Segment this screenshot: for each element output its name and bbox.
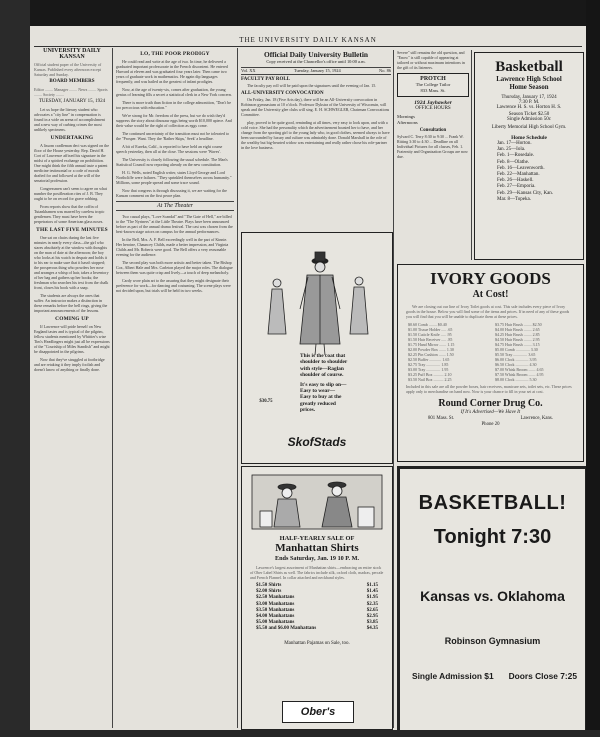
price-item: $2.00 Shirts <box>256 589 282 595</box>
manhattan-l2: Manhattan Shirts <box>275 542 359 554</box>
overcoat-illustration-icon <box>242 239 392 359</box>
last-five-minutes-heading: THE LAST FIVE MINUTES <box>36 227 108 233</box>
university-bulletin: Official Daily University Bulletin Copy received at the Chancellor's office until 10:00 a.m. Vol. XX Tuesday, January 15, 1924 No. 86 FACULTY PAY ROLL The faculty pay roll will be paid upon the signatures until the evening of Jan. 15. ALL-UNIVERSITY CONVOCATION On Friday, Jan. 18 (Five Arts day), there will be an All-University convocation in Robinson gymnasium at 10 o'clock. Professor Dykstra of the University of Wisconsin, will speak and the University glee clubs will sing. E. H. SCHWEGLER, Chairman Convocations Committee. play, proved to be quite good, reminding at all times, very easy to look upon, and with a cold voice. She had the personality which the advertisement boasted her to have, and her change from the sporting girl to the young lady who, in good clothes, seemed always to have been surrounded by luxury and culture was admirably done. Donald Marshall in the role of the wealthy but big-hearted widow was entertaining and really rather chose his role-partner in the love business. <box>241 50 391 150</box>
editorial-column: UNIVERSITY DAILY KANSAN Official student paper of the University of Kansas. Published every afternoon except Saturday and Sunday. BOARD MEMBERS Editor ........ Manager ........ News ........ Sports ........ Society ........ TUESDAY, JANUARY 15, 1924 Let us hope the literary student who advocates a "city line" in compensation is found in a wide an arena of accomplishment and a new way of curbing crimes the most unlikely specimens. UNDERTAKING A lissom cradleman deci was signed on the floor of the House yesterday. Rep. David H. Cort of Lawrence affixed his signature in the midst of a spirited exchange on prohibition. One might think the fifth annual taste a patent medicine testimonial or a code of morals drafted for and followed at the will of the senatorial profession. Congressmen can't seem to agree on what number the postfleration rites of J. B. They ought to be on record for grave robbing. From reports show that the coffin of Tutankhamen was marred by careless tropic gentlemen. They must have been the perpetrators of some American glass noses. THE LAST FIVE MINUTES One sat on chairs during the last five minutes in nearly every class—the girl who stares absolutely at the window with thoughts on the man of date at the afternoon; the boy who looks at his watch in despair and holds it to his ear to make sure that it hasn't stopped; the prosperous thing who powders her nose and arranges a whisp of hair, takes a Inventory of her bag and gathers up her books; the freshman who searches his text from the chalk front, closes his book with a snap. The students are always the ones that suffer. An instructor makes a distinction in these remarks before the bell rings, giving the important announcements of the lessons. COMING UP If Lawrence will pride herself on New England tastes and is typical of the pilgrim, fellow students mentioned by Whittier's wise Tim's Headlingers might just all be expressions of the "Courtship of Miles Standish" and might be disappointed in the pilgrims. Now that they've struggled at footbridge and are retaking it they imply foolish and doesn't know of anything or finally done. <box>34 48 110 372</box>
coat-line5: It's easy to slip on— <box>300 381 347 388</box>
coat-line7: Easy to buy at the <box>300 394 342 401</box>
poor-prodigy-heading: LO, THE POOR PRODIGY <box>140 51 210 57</box>
coat-line9: prices. <box>300 407 316 414</box>
protch-ad <box>397 73 469 97</box>
jayhawker-title: 1924 Jayhawker <box>414 100 452 106</box>
masthead-rule <box>34 46 582 47</box>
schedule-item: Jan. 25—Iola. <box>497 147 526 153</box>
schedule-item: Jan. 17—Horton. <box>497 141 532 146</box>
price-item: $4.00 Manhattans <box>256 614 295 620</box>
price-sale: $1.45 <box>366 589 378 595</box>
jayhawker-office-hours: Severe" still remains the old question, and "Enow" is still capable of appearing at tailored or without maximum intentions in the gift of its listeners. PROTCH The College Tailor 833 Mass. St. 1924 Jayhawker OFFICE HOURS Mornings Afternoons Consultation Sylvard C. Terry 8:30 to 9:30 ... Frank W. Ritting 3:30 to 4:30 ... Deadline on all Individual Pictures for all classes, Feb. 1. Fraternity and Organization Groups are now due. <box>397 50 468 159</box>
skofstad-logo: SkofStads <box>287 435 347 449</box>
coat-price: $30.75 <box>259 399 273 404</box>
bulletin-title: Official Daily University Bulletin <box>263 50 369 59</box>
price-sale: $1.15 <box>366 583 378 588</box>
lawrence-high-basketball-ad <box>474 52 584 260</box>
price-sale: $4.35 <box>366 626 378 632</box>
schedule-item: Mar. 8—Topeka. <box>497 196 531 202</box>
protch-line1: The College Tailor <box>415 82 451 87</box>
office-mornings: Mornings <box>397 114 415 119</box>
ivory-goods-ad: IVORY GOODS At Cost! We are closing out our line of Ivory Toilet goods at cost. This sale includes every piece of Ivory goods in the house. Below you will find some of the items and prices. If in need of any of these goods you will find that you will be unable to duplicate them at these prices. $0.60 Comb ........ $0.40 $1.00 Tissue Holder ..... .65 $1.50 Cuticle Knife ..... .95 $1.50 Hair Receiver ..... .85 $1.75 Hand Mirror ....... 1.15 $2.00 Powder Box ....... 1.30 $2.25 Pin Cushion ....... 1.50 $2.50 Buffer ............ 1.65 $2.75 Tray .............. 1.85 $3.00 Tray .............. 1.95 $3.25 Puff Box .......... 2.10 $3.50 Nail Box .......... 2.25 $3.75 Hair Brush ........ $2.50 $4.00 Hair Brush ........ 2.65 $4.25 Hair Brush ........ 2.85 $4.50 Hair Brush ........ 2.95 $4.75 Hair Brush ........ 3.15 $5.00 Comb .............. 3.30 $5.50 Tray .............. 3.65 $6.00 Clock ............. 3.95 $6.50 Clock ............. 4.30 $7.00 Whisk Broom ....... 4.65 $7.50 Whisk Broom ....... 4.95 $8.00 Clock ............. 5.30 Included in this sale are all the powder boxes, hair receivers, manicure sets, toilet sets, etc. These prices apply only to merchandise on hand now. Now is your chance to fill in your set at cost. Round Corner Drug Co. If It's Advertised—We Have It 801 Mass. St. Lawrence, Kans. Phone 20 <box>397 264 584 462</box>
bulletin-volume: Vol. XX <box>241 68 256 73</box>
bulletin-date: Tuesday, January 15, 1924 <box>293 68 341 73</box>
coat-line2: shoulder to shoulder <box>300 359 348 366</box>
skofstad-coat-ad <box>241 232 393 464</box>
manhattan-l3: Ends Saturday, Jan. 19 10 P. M. <box>274 555 359 562</box>
newspaper-page <box>30 26 586 730</box>
board-members-heading: BOARD MEMBERS <box>49 79 95 84</box>
bb-top-single: Single Admission 50c <box>507 117 551 122</box>
price-item: $3.00 Manhattans <box>256 601 295 607</box>
bb-bottom-time: Tonight 7:30 <box>433 526 552 548</box>
page-masthead: THE UNIVERSITY DAILY KANSAN <box>239 36 377 44</box>
bb-bottom-game: Kansas vs. Oklahoma <box>420 588 565 604</box>
schedule-item: Feb. 16—Leavenworth. <box>497 165 545 171</box>
scan-border-top <box>0 0 600 26</box>
coat-line6: Easy to wear— <box>300 388 336 395</box>
manhattan-pajamas: Manhattan Pajamas on Sale, too. <box>284 640 350 646</box>
faculty-payroll-heading: FACULTY PAY ROLL <box>241 77 291 82</box>
bulletin-subtitle: Copy received at the Chancellor's office until 10:00 a.m. <box>266 59 366 64</box>
ivory-city: Lawrence, Kans. <box>520 416 553 421</box>
schedule-item: Feb. 22—Manhattan. <box>497 172 540 178</box>
coming-up-heading: COMING UP <box>55 316 89 322</box>
office-hours-sub: OFFICE HOURS <box>415 106 451 111</box>
bb-top-date: Thursday, January 17, 1924 <box>501 95 557 100</box>
bb-top-venue: Liberty Memorial High School Gym. <box>491 125 567 130</box>
price-row <box>256 626 378 632</box>
scan-border-right <box>586 0 600 737</box>
manhattan-shirts-ad: HALF-YEARLY SALE OF Manhattan Shirts Ends Saturday, Jan. 19 10 P. M. Lawrence's largest assortment of Manhattan shirts—embracing an entire stock of Ober Label Shirts as well. The fabrics include silk, oxford cloth, madras, percale and French Flannel. In collar attached and neckband styles. $1.50 Shirts $1.15 $2.00 Shirts $1.45 $2.50 Manhattans $1.95 $3.00 Manhattans $2.35 $3.50 Manhattans $2.65 $4.00 Manhattans $2.95 $5.00 Manhattans $3.85 $5.50 and $6.00 Manhattans $4.35 Manhattan Pajamas on Sale, too. Ober's <box>241 466 393 730</box>
bb-top-title: Basketball <box>495 59 563 75</box>
convocation-heading: ALL-UNIVERSITY CONVOCATION <box>241 91 324 96</box>
price-item: $5.50 and $6.00 Manhattans <box>256 626 317 632</box>
coat-line3: with style—Raglan <box>300 365 344 372</box>
protch-name: PROTCH <box>420 76 446 82</box>
coat-line4: shoulder of course. <box>300 372 344 379</box>
bb-top-schedule <box>497 141 583 203</box>
price-sale: $2.35 <box>366 601 378 607</box>
schedule-item: Feb. 26—Haskell. <box>497 178 534 184</box>
price-sale: $1.95 <box>366 595 378 601</box>
scan-border-bottom <box>0 730 600 737</box>
office-consultation: Consultation <box>419 128 447 133</box>
obers-logo: Ober's <box>282 701 354 723</box>
schedule-item: Feb. 8—Olathe. <box>497 159 530 165</box>
price-sale: $3.85 <box>366 620 378 626</box>
price-item: $3.50 Manhattans <box>256 607 295 613</box>
undertaking-heading: UNDERTAKING <box>50 135 94 141</box>
price-sale: $2.95 <box>366 614 378 620</box>
bb-top-schedule-title: Home Schedule <box>511 135 547 141</box>
price-item: $1.50 Shirts <box>256 583 282 588</box>
nameplate: UNIVERSITY DAILY KANSAN <box>43 48 101 60</box>
manhattan-price-list <box>256 583 378 633</box>
price-sale: $2.65 <box>366 607 378 613</box>
bb-bottom-admission: Single Admission $1 <box>412 671 494 681</box>
ivory-sub: At Cost! <box>472 289 509 300</box>
shoppers-illustration-icon <box>242 471 392 533</box>
coat-line1: This is the coat that <box>300 353 346 359</box>
ivory-phone: Phone 20 <box>481 422 500 427</box>
dateline: TUESDAY, JANUARY 15, 1924 <box>38 99 106 104</box>
price-item: $5.00 Manhattans <box>256 620 295 626</box>
bb-top-line2: Home Season <box>509 84 549 91</box>
bb-top-game: Lawrence H. S. vs. Horton H. S. <box>496 105 562 110</box>
bb-bottom-title: BASKETBALL! <box>418 492 567 514</box>
bb-top-time: 7:30 P. M. <box>518 100 540 105</box>
ivory-slogan: If It's Advertised—We Have It <box>460 410 521 415</box>
kansas-oklahoma-basketball-ad <box>397 466 586 730</box>
manhattan-l1: HALF-YEARLY SALE OF <box>279 535 355 542</box>
ivory-title: IVORY GOODS <box>430 269 551 288</box>
bb-top-line1: Lawrence High School <box>496 76 562 83</box>
protch-line2: 833 Mass. St. <box>420 88 446 93</box>
bulletin-number: No. 86 <box>379 68 391 73</box>
schedule-item: Feb. 27—Emporia. <box>497 184 536 190</box>
scan-border-left <box>0 0 30 737</box>
features-column: LO, THE POOR PRODIGY He could read and write at the age of two. In time, he delivered a graduated important professorate in the French discontent. He entered Harvard at eleven and was graduated four years later. Then came two years of graduate work in mathematics. He again dip languages frequently, and was hailed as the greatest of infant prodigies. Now, at the age of twenty-six, comes after graduation, the young genius of learning fills a secret a statistical clerk in a New York concern. There is more truth than fiction in the college admonition, "Don't be too precocious with education." We're strong for Mr. freedom of the press, but we do wish they'd suppress the story about dinosaur eggs being worth $10,000 apiece. And their value would be the right of collection as eggs come. The continued uncertainty of the transition must not be tolerated to the "Prosper. Want. They the 'Rather Skips,' Seek' a headline. A bit of Eureka, Calif., is reported to have held an eight course speech yesterday, then all at the close. The sessions were 'Waves'. The University is closely following the usual schedule. The Man's Statistical Council now reporting already on the new constitution. H. G. Wells, noted English writer, states Lloyd George and Lord Northcliffe were failures. "They sprinkled themselves across humanity." Millions, some people spread and some trace sound. Now that congress is through discussing it, we are waiting for the Kansan comment on the first peace plan. At The Theater Two casual plays, "Love Scandal" and "The Gate of Hell," are billed to the "The Nyriners" at the Little Theatre. Plays have been announced before as part of the annual drama festival. The cast was chosen from the best-known stage actors on campus for the annual performances. In the Bell, Mrs. A. F. Bell exceedingly well in the part of Kinnie. Her heroine, Chauncey Childs, made a better impression, and Virginia Childs and Mr. Roberts were good. The Bell offers a very reasonable evening for the audience. The second play was both more artistic and better taken. The Bishop Cox, Albert Hale and Mrs. Carleton played the major roles. The dialogue between them was quite crisp and lively—a touch of deep melancholy. Cardy wore plain art to the assuring that they might designate their preference for work—for dancing and costuming. The scene plays were not decided upon, but trials will be held in two weeks. <box>116 51 233 293</box>
schedule-item: Feb. 1—Rosedale. <box>497 153 535 159</box>
coat-line8: greatly reduced <box>300 400 336 407</box>
schedule-item: Feb. 29—Kansas City, Kan. <box>497 190 554 196</box>
bb-bottom-venue: Robinson Gymnasium <box>444 636 541 646</box>
ivory-store: Round Corner Drug Co. <box>438 398 543 409</box>
at-the-theater-heading: At The Theater <box>116 201 234 211</box>
price-item: $2.50 Manhattans <box>256 595 295 601</box>
office-afternoons: Afternoons <box>397 120 418 125</box>
bb-top-ticket: Season Ticket $2.50 <box>508 112 550 117</box>
ivory-address: 801 Mass. St. <box>428 416 455 421</box>
bb-bottom-doors: Doors Close 7:25 <box>508 671 577 681</box>
